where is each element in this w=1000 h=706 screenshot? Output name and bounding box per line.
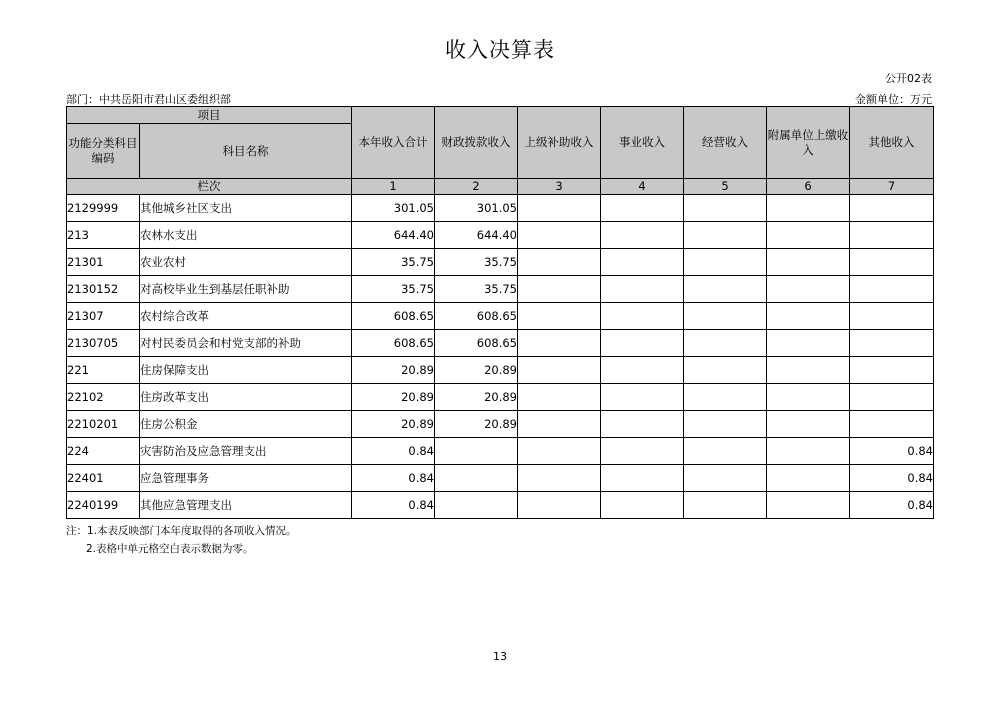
page-number: 13 xyxy=(493,650,507,663)
row-affiliated xyxy=(767,411,850,438)
row-superior xyxy=(518,195,601,222)
row-name: 农林水支出 xyxy=(140,222,352,249)
row-business xyxy=(601,384,684,411)
row-fiscal xyxy=(435,492,518,519)
row-code: 2210201 xyxy=(67,411,140,438)
row-superior xyxy=(518,357,601,384)
row-total: 20.89 xyxy=(352,384,435,411)
row-other: 0.84 xyxy=(850,492,934,519)
row-operating xyxy=(684,492,767,519)
row-total: 301.05 xyxy=(352,195,435,222)
row-business xyxy=(601,465,684,492)
row-operating xyxy=(684,222,767,249)
row-superior xyxy=(518,492,601,519)
row-name: 住房公积金 xyxy=(140,411,352,438)
row-affiliated xyxy=(767,492,850,519)
row-affiliated xyxy=(767,438,850,465)
header-name: 科目名称 xyxy=(140,124,352,179)
row-superior xyxy=(518,276,601,303)
row-fiscal: 20.89 xyxy=(435,411,518,438)
row-fiscal: 35.75 xyxy=(435,249,518,276)
row-name: 其他城乡社区支出 xyxy=(140,195,352,222)
header-code: 功能分类科目编码 xyxy=(67,124,140,179)
table-notes xyxy=(66,522,297,558)
row-code: 21301 xyxy=(67,249,140,276)
row-other xyxy=(850,222,934,249)
row-fiscal: 608.65 xyxy=(435,303,518,330)
row-name: 农村综合改革 xyxy=(140,303,352,330)
row-code: 21307 xyxy=(67,303,140,330)
row-code: 2130152 xyxy=(67,276,140,303)
header-index-num: 4 xyxy=(601,179,684,195)
row-name: 住房改革支出 xyxy=(140,384,352,411)
header-col-affiliated: 附属单位上缴收入 xyxy=(767,107,850,179)
row-fiscal: 20.89 xyxy=(435,384,518,411)
row-business xyxy=(601,222,684,249)
row-fiscal xyxy=(435,465,518,492)
row-business xyxy=(601,195,684,222)
row-affiliated xyxy=(767,249,850,276)
row-affiliated xyxy=(767,276,850,303)
row-code: 213 xyxy=(67,222,140,249)
header-col-business: 事业收入 xyxy=(601,107,684,179)
header-index-num: 6 xyxy=(767,179,850,195)
row-name: 应急管理事务 xyxy=(140,465,352,492)
row-business xyxy=(601,276,684,303)
row-fiscal: 301.05 xyxy=(435,195,518,222)
header-index-num: 5 xyxy=(684,179,767,195)
page-title: 收入决算表 xyxy=(445,38,555,62)
row-business xyxy=(601,357,684,384)
row-total: 644.40 xyxy=(352,222,435,249)
row-superior xyxy=(518,465,601,492)
row-code: 22102 xyxy=(67,384,140,411)
row-total: 35.75 xyxy=(352,276,435,303)
row-superior xyxy=(518,222,601,249)
row-superior xyxy=(518,384,601,411)
row-name: 农业农村 xyxy=(140,249,352,276)
table-row xyxy=(67,357,934,384)
row-total: 608.65 xyxy=(352,330,435,357)
table-row xyxy=(67,303,934,330)
table-row xyxy=(67,438,934,465)
row-fiscal xyxy=(435,438,518,465)
row-business xyxy=(601,492,684,519)
row-other xyxy=(850,384,934,411)
table-row xyxy=(67,276,934,303)
row-superior xyxy=(518,438,601,465)
row-superior xyxy=(518,411,601,438)
row-code: 2240199 xyxy=(67,492,140,519)
row-other xyxy=(850,357,934,384)
row-affiliated xyxy=(767,384,850,411)
form-number: 公开02表 xyxy=(885,72,932,85)
row-superior xyxy=(518,303,601,330)
row-name: 其他应急管理支出 xyxy=(140,492,352,519)
row-affiliated xyxy=(767,330,850,357)
row-total: 0.84 xyxy=(352,438,435,465)
row-affiliated xyxy=(767,222,850,249)
table-row xyxy=(67,222,934,249)
row-operating xyxy=(684,330,767,357)
row-operating xyxy=(684,357,767,384)
table-row xyxy=(67,465,934,492)
row-operating xyxy=(684,276,767,303)
row-other xyxy=(850,330,934,357)
table-row xyxy=(67,492,934,519)
row-other xyxy=(850,411,934,438)
income-table xyxy=(66,106,934,519)
row-superior xyxy=(518,330,601,357)
row-code: 221 xyxy=(67,357,140,384)
row-business xyxy=(601,249,684,276)
row-fiscal: 608.65 xyxy=(435,330,518,357)
header-project: 项目 xyxy=(67,107,352,124)
row-fiscal: 35.75 xyxy=(435,276,518,303)
header-col-other: 其他收入 xyxy=(850,107,934,179)
row-total: 20.89 xyxy=(352,357,435,384)
row-total: 20.89 xyxy=(352,411,435,438)
row-other: 0.84 xyxy=(850,438,934,465)
row-fiscal: 644.40 xyxy=(435,222,518,249)
row-operating xyxy=(684,411,767,438)
row-operating xyxy=(684,438,767,465)
row-name: 住房保障支出 xyxy=(140,357,352,384)
table-row xyxy=(67,195,934,222)
row-business xyxy=(601,411,684,438)
header-col-operating: 经营收入 xyxy=(684,107,767,179)
header-col-total: 本年收入合计 xyxy=(352,107,435,179)
unit-label: 金额单位：万元 xyxy=(855,93,932,106)
row-total: 0.84 xyxy=(352,465,435,492)
row-name: 对村民委员会和村党支部的补助 xyxy=(140,330,352,357)
row-affiliated xyxy=(767,303,850,330)
row-other xyxy=(850,195,934,222)
row-business xyxy=(601,438,684,465)
header-index-num: 1 xyxy=(352,179,435,195)
table-row xyxy=(67,249,934,276)
row-operating xyxy=(684,465,767,492)
row-code: 2130705 xyxy=(67,330,140,357)
row-name: 灾害防治及应急管理支出 xyxy=(140,438,352,465)
row-business xyxy=(601,303,684,330)
header-index-num: 7 xyxy=(850,179,934,195)
note-1: 注：1.本表反映部门本年度取得的各项收入情况。 xyxy=(66,525,297,537)
row-affiliated xyxy=(767,357,850,384)
row-affiliated xyxy=(767,465,850,492)
row-other xyxy=(850,276,934,303)
row-operating xyxy=(684,195,767,222)
row-total: 0.84 xyxy=(352,492,435,519)
header-col-superior: 上级补助收入 xyxy=(518,107,601,179)
row-code: 22401 xyxy=(67,465,140,492)
row-name: 对高校毕业生到基层任职补助 xyxy=(140,276,352,303)
row-total: 35.75 xyxy=(352,249,435,276)
note-2: 2.表格中单元格空白表示数据为零。 xyxy=(86,543,254,555)
header-index-label: 栏次 xyxy=(67,179,352,195)
row-total: 608.65 xyxy=(352,303,435,330)
row-operating xyxy=(684,249,767,276)
row-other: 0.84 xyxy=(850,465,934,492)
row-superior xyxy=(518,249,601,276)
header-index-num: 3 xyxy=(518,179,601,195)
row-affiliated xyxy=(767,195,850,222)
header-col-fiscal: 财政拨款收入 xyxy=(435,107,518,179)
row-other xyxy=(850,303,934,330)
row-other xyxy=(850,249,934,276)
table-row xyxy=(67,330,934,357)
row-business xyxy=(601,330,684,357)
row-code: 2129999 xyxy=(67,195,140,222)
header-index-num: 2 xyxy=(435,179,518,195)
row-code: 224 xyxy=(67,438,140,465)
table-row xyxy=(67,411,934,438)
table-row xyxy=(67,384,934,411)
row-operating xyxy=(684,303,767,330)
row-operating xyxy=(684,384,767,411)
department-label: 部门：中共岳阳市君山区委组织部 xyxy=(66,93,231,106)
row-fiscal: 20.89 xyxy=(435,357,518,384)
